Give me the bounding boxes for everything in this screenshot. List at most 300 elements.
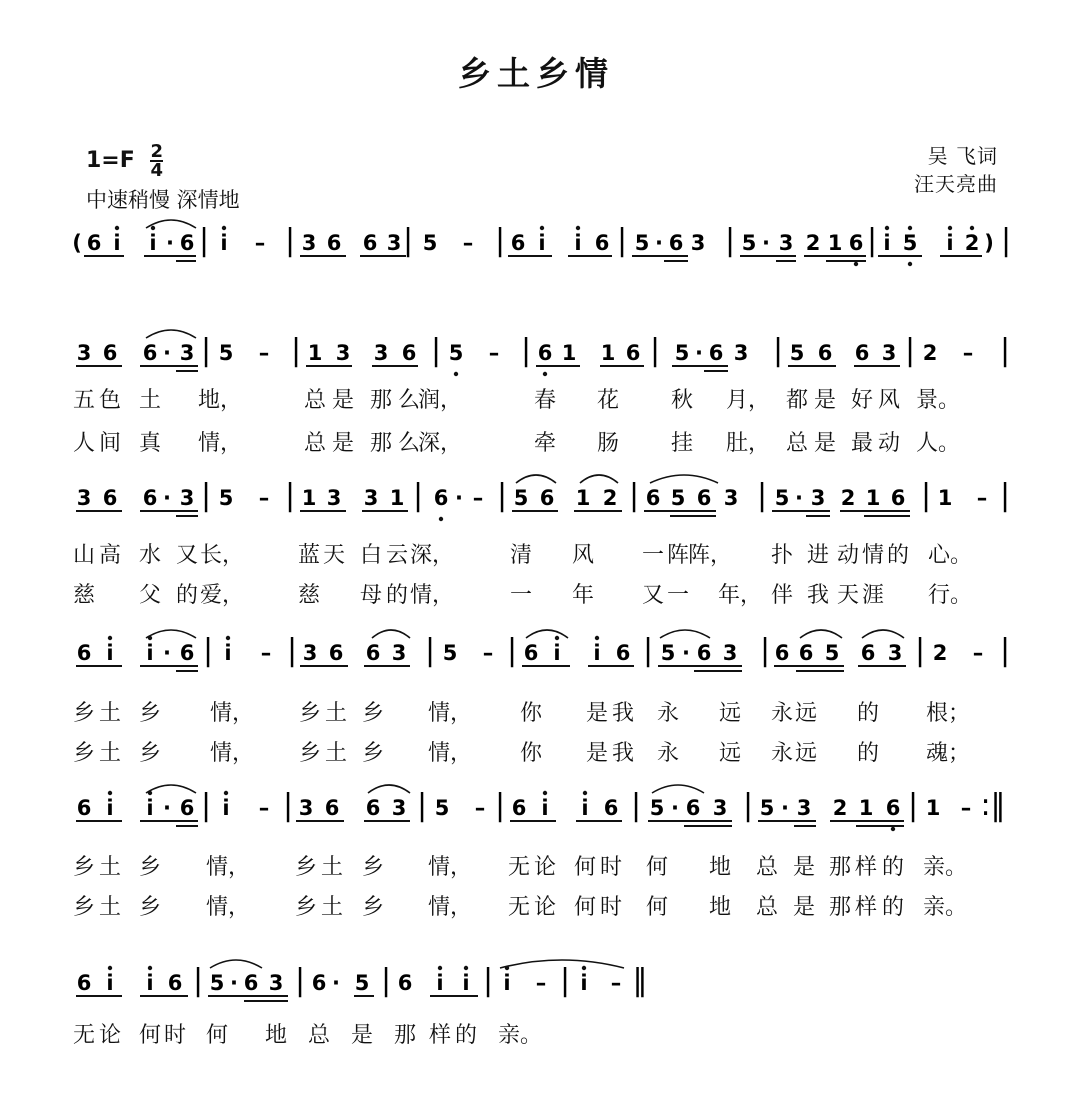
bar-line: | [742,788,754,823]
bar-line: | [494,788,506,823]
octave-dot-above [885,226,889,230]
bar-line: | [724,223,736,258]
note: · [671,796,679,820]
note: 1 [827,231,843,255]
lyric-syllable: 扑 [770,543,794,568]
note: 6 [537,341,553,365]
bar-line: | [1000,223,1012,258]
note: 5 [354,971,370,995]
note: 3 [887,641,903,665]
note: 3 [76,486,92,510]
slur [368,785,410,793]
octave-dot-above [908,226,912,230]
lyric-syllable: 何 [138,1023,162,1048]
note: – [254,231,266,255]
lyric-syllable: 天 [836,583,860,608]
lyric-syllable: 行。 [927,583,973,608]
lyric-syllable: 月， [725,388,771,413]
lyric-syllable: 情， [427,701,473,726]
lyric-syllable: 乡 [72,701,96,726]
lyric-syllable: 乡 [138,741,162,766]
note: i [574,231,582,255]
note: 6 [696,641,712,665]
note: 6 [774,641,790,665]
lyric-syllable: 是 [331,431,355,456]
note: 5 [774,486,790,510]
bar-line: | [559,963,571,998]
lyric-syllable: 你 [519,701,543,726]
lyric-syllable: 土 [98,741,122,766]
lyric-syllable: 情， [205,855,251,880]
octave-dot-below [891,827,895,831]
bar-line: | [284,478,296,513]
octave-dot-above [148,791,152,795]
note: 2 [840,486,856,510]
lyric-syllable: 么 [397,431,421,456]
octave-dot-above [582,966,586,970]
note: 3 [301,231,317,255]
bar-line: | [200,333,212,368]
note: 1 [858,796,874,820]
lyric-syllable: 的 [856,741,880,766]
lyric-syllable: 山 [72,543,96,568]
lyric-syllable: 乡 [361,741,385,766]
bar-line: | [200,788,212,823]
note: 6 [668,231,684,255]
octave-dot-above [115,226,119,230]
note: – [488,341,500,365]
lyric-syllable: 心。 [927,543,973,568]
lyric-syllable: 慈 [297,583,321,608]
lyric-syllable: 那 [828,855,852,880]
lyric-syllable: 的 [886,543,910,568]
lyric-syllable: 是 [792,855,816,880]
note: ) [984,231,994,255]
lyric-syllable: 永 [770,741,794,766]
bar-line: | [904,333,916,368]
slur [660,630,710,638]
note: – [258,341,270,365]
lyric-syllable: 肚， [725,431,771,456]
lyric-syllable: 土 [324,701,348,726]
note: i [149,231,157,255]
lyric-syllable: 地 [264,1023,288,1048]
lyric-syllable: 是 [585,701,609,726]
lyric-syllable: 论 [533,855,557,880]
note: 5 [209,971,225,995]
lyric-syllable: 魂； [925,741,971,766]
octave-dot-above [576,226,580,230]
note: i [581,796,589,820]
note: i [541,796,549,820]
note: 5 [422,231,438,255]
note: – [258,796,270,820]
octave-dot-above [583,791,587,795]
lyric-syllable: 总 [307,1023,331,1048]
lyric-syllable: 情， [209,701,255,726]
note: 5 [218,486,234,510]
note: i [503,971,511,995]
lyric-syllable: 一 [509,583,533,608]
composer-credit: 汪天亮曲 [914,172,998,196]
note: 6 [708,341,724,365]
note: 3 [722,641,738,665]
note: 6 [362,231,378,255]
bar-line: | [416,788,428,823]
lyric-syllable: 土 [320,855,344,880]
slur [146,630,196,638]
octave-dot-above [151,226,155,230]
lyric-syllable: 乡 [361,855,385,880]
note: 6 [890,486,906,510]
note: 5 [674,341,690,365]
note: 1 [925,796,941,820]
note: 6 [539,486,555,510]
note: – [960,796,972,820]
octave-dot-below [908,262,912,266]
lyric-syllable: 总 [785,431,809,456]
note: 3 [179,341,195,365]
note: · [163,796,171,820]
note: 2 [832,796,848,820]
lyric-syllable: 亲。 [497,1023,543,1048]
lyric-syllable: 乡 [361,701,385,726]
note: 6 [510,231,526,255]
bar-line: | [192,963,204,998]
lyric-syllable: 情， [205,895,251,920]
lyric-syllable: 那 [393,1023,417,1048]
lyric-syllable: 地 [708,855,732,880]
note: i [113,231,121,255]
note: 6 [311,971,327,995]
note: 3 [373,341,389,365]
note: 5 [634,231,650,255]
lyric-syllable: 永 [656,701,680,726]
lyric-syllable: 润， [417,388,463,413]
lyric-syllable: 人 [72,431,96,456]
octave-dot-below [854,262,858,266]
note: 6 [860,641,876,665]
bar-line: | [999,478,1011,513]
bar-line: | [482,963,494,998]
note: · [695,341,703,365]
lyric-syllable: 我 [611,741,635,766]
note: ( [72,231,82,255]
lyric-syllable: 蓝 [297,543,321,568]
lyric-syllable: 的 [175,583,199,608]
note: 6 [798,641,814,665]
lyric-syllable: 么 [397,388,421,413]
lyric-line [0,426,1072,458]
lyric-syllable: 总 [303,388,327,413]
lyric-syllable: 乡 [361,895,385,920]
lyric-syllable: 乡 [298,741,322,766]
lyric-syllable: 乡 [294,855,318,880]
note: – [610,971,622,995]
lyric-syllable: 何 [573,895,597,920]
note: · [332,971,340,995]
octave-dot-above [543,791,547,795]
slur [580,475,618,483]
note: 6 [167,971,183,995]
lyric-syllable: 样 [428,1023,452,1048]
note: – [976,486,988,510]
bar-line: | [424,633,436,668]
note: 6 [397,971,413,995]
lyric-syllable: 乡 [298,701,322,726]
bar-line: ‖ [632,963,648,998]
slur [516,475,556,483]
note: – [258,486,270,510]
note: 3 [723,486,739,510]
lyric-syllable: 永 [770,701,794,726]
octave-dot-above [148,636,152,640]
octave-dot-above [224,791,228,795]
octave-dot-above [540,226,544,230]
note: 1 [301,486,317,510]
note: 1 [865,486,881,510]
note: – [482,641,494,665]
lyric-syllable: 无 [72,1023,96,1048]
bar-line: | [290,333,302,368]
slur [862,630,904,638]
note: 6 [76,971,92,995]
bar-line: | [772,333,784,368]
lyric-syllable: 年 [571,583,595,608]
note: 2 [964,231,980,255]
notation-row [0,210,1072,270]
bar-line: | [999,333,1011,368]
note: 6 [324,796,340,820]
time-top: 2 [150,141,163,162]
note: 5 [448,341,464,365]
note: 6 [76,796,92,820]
note: 6 [603,796,619,820]
note: 6 [625,341,641,365]
note: 1 [575,486,591,510]
lyric-syllable: 情， [427,855,473,880]
octave-dot-below [439,517,443,521]
note: 3 [733,341,749,365]
key-signature [86,143,163,179]
note: 5 [824,641,840,665]
lyric-syllable: 母 [359,583,383,608]
note: 3 [796,796,812,820]
note: 3 [712,796,728,820]
lyric-syllable: 时 [163,1023,187,1048]
note: 6 [615,641,631,665]
lyric-syllable: 白 [359,543,383,568]
lyric-syllable: 爱， [199,583,245,608]
lyric-syllable: 真 [138,431,162,456]
note: i [146,971,154,995]
lyric-syllable: 乡 [72,741,96,766]
slur [210,960,262,968]
slur [372,630,410,638]
lyric-syllable: 风 [877,388,901,413]
note: i [220,231,228,255]
note: 1 [389,486,405,510]
note: 6 [102,486,118,510]
lyric-syllable: 远 [794,741,818,766]
lyric-syllable: 一 [666,583,690,608]
lyric-syllable: 阵， [687,543,733,568]
bar-line: | [628,478,640,513]
bar-line: | [284,223,296,258]
note: – [972,641,984,665]
note: 5 [513,486,529,510]
octave-dot-below [454,372,458,376]
note: 2 [602,486,618,510]
lyric-syllable: 根； [925,701,971,726]
note: – [462,231,474,255]
bar-line: | [282,788,294,823]
note: · [781,796,789,820]
bar-line: | [402,223,414,258]
lyric-syllable: 远 [794,701,818,726]
lyric-syllable: 阵 [666,543,690,568]
lyric-syllable: 土 [98,895,122,920]
notation-row [0,775,1072,835]
octave-dot-above [464,966,468,970]
bar-line: | [866,223,878,258]
note: 6 [696,486,712,510]
note: 6 [685,796,701,820]
lyric-syllable: 好 [850,388,874,413]
lyric-syllable: 总 [755,855,779,880]
lyric-syllable: 情， [409,583,455,608]
lyric-syllable: 我 [611,701,635,726]
lyric-syllable: 土 [324,741,348,766]
lyric-syllable: 乡 [138,701,162,726]
octave-dot-above [222,226,226,230]
notation-row [0,950,1072,1010]
lyric-syllable: 清 [509,543,533,568]
bar-line: | [286,633,298,668]
note: i [883,231,891,255]
note: 3 [335,341,351,365]
lyric-syllable: 那 [369,388,393,413]
bar-line: | [520,333,532,368]
lyric-syllable: 乡 [138,895,162,920]
lyric-syllable: 伴 [770,583,794,608]
lyric-syllable: 论 [533,895,557,920]
key-label: 1=F [86,148,135,173]
lyric-line [0,1018,1072,1050]
note: 6 [86,231,102,255]
note: 1 [307,341,323,365]
octave-dot-above [505,966,509,970]
note: 6 [142,486,158,510]
lyric-syllable: 挂 [670,431,694,456]
lyric-syllable: 时 [599,895,623,920]
note: i [946,231,954,255]
octave-dot-below [543,372,547,376]
note: – [535,971,547,995]
lyric-line [0,538,1072,570]
lyric-syllable: 乡 [294,895,318,920]
note: · [762,231,770,255]
lyric-syllable: 父 [138,583,162,608]
note: 3 [76,341,92,365]
lyric-syllable: 的 [385,583,409,608]
lyric-syllable: 何 [573,855,597,880]
lyric-line [0,383,1072,415]
lyric-syllable: 是 [585,741,609,766]
note: i [553,641,561,665]
lyric-syllable: 无 [507,855,531,880]
notation-row [0,320,1072,380]
slur [650,475,718,483]
slur [146,785,196,793]
note: i [538,231,546,255]
note: i [146,641,154,665]
note: – [474,796,486,820]
note: 6 [511,796,527,820]
bar-line: | [649,333,661,368]
bar-line: | [494,223,506,258]
lyric-syllable: 色 [98,388,122,413]
note: – [472,486,484,510]
lyric-syllable: 情， [427,895,473,920]
lyric-syllable: 长， [199,543,245,568]
note: 3 [268,971,284,995]
lyric-syllable: 秋 [670,388,694,413]
note: 6 [848,231,864,255]
lyric-syllable: 永 [656,741,680,766]
note: 6 [243,971,259,995]
note: 3 [391,641,407,665]
slur [652,785,704,793]
bar-line: | [630,788,642,823]
note: 5 [434,796,450,820]
lyric-line [0,890,1072,922]
lyric-syllable: 云 [385,543,409,568]
note: 3 [391,796,407,820]
lyric-syllable: 乡 [72,895,96,920]
lyric-syllable: 涯 [861,583,885,608]
bar-line: | [914,633,926,668]
note: 2 [922,341,938,365]
note: · [230,971,238,995]
note: 6 [328,641,344,665]
lyric-syllable: 的 [881,855,905,880]
lyric-syllable: 春 [533,388,557,413]
note: i [224,641,232,665]
note: 6 [854,341,870,365]
bar-line: | [380,963,392,998]
slur [526,630,568,638]
note: 6 [645,486,661,510]
lyric-syllable: 又 [641,583,665,608]
note: 3 [302,641,318,665]
note: 5 [218,341,234,365]
note: i [222,796,230,820]
lyric-syllable: 动 [836,543,860,568]
note: 1 [600,341,616,365]
note: 6 [885,796,901,820]
note: 5 [789,341,805,365]
note: 1 [561,341,577,365]
bar-line: | [759,633,771,668]
lyric-syllable: 地， [197,388,243,413]
octave-dot-above [595,636,599,640]
bar-line: | [920,478,932,513]
time-bottom: 4 [150,160,163,181]
lyric-syllable: 是 [813,388,837,413]
song-title: 乡土乡情 [458,54,614,93]
lyric-syllable: 五 [72,388,96,413]
